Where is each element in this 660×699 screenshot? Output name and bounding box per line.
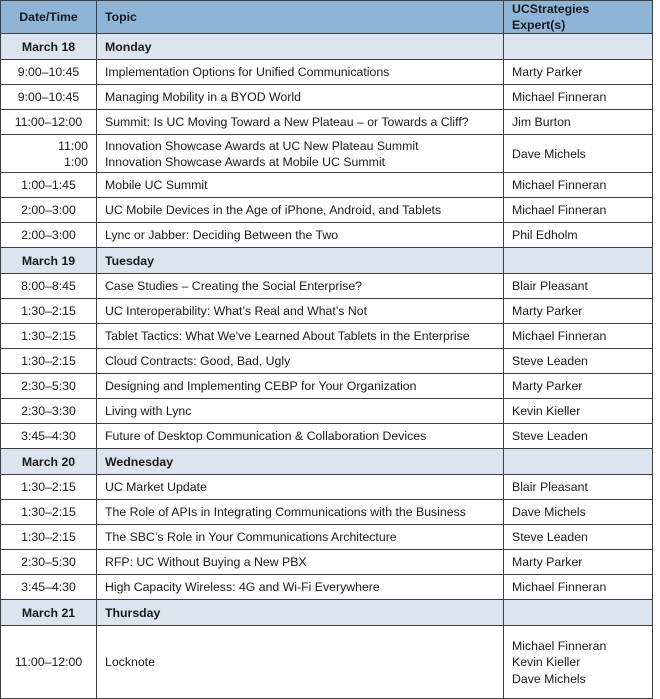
session-expert-cell: Michael Finneran <box>504 173 653 198</box>
session-time-cell: 1:30–2:15 <box>1 475 97 500</box>
day-expert-cell <box>504 34 653 60</box>
table-row <box>1 424 653 449</box>
table-row <box>1 274 653 299</box>
session-expert-cell: Steve Leaden <box>504 349 653 374</box>
session-time-cell: 2:30–5:30 <box>1 550 97 575</box>
table-row <box>1 324 653 349</box>
table-row <box>1 575 653 600</box>
day-date-cell: March 20 <box>1 449 97 475</box>
day-name-cell: Tuesday <box>97 248 504 274</box>
session-time-cell: 1:30–2:15 <box>1 324 97 349</box>
session-time-cell: 2:30–3:30 <box>1 399 97 424</box>
session-time-line: 11:00 <box>58 138 88 153</box>
day-expert-cell <box>504 449 653 475</box>
table-row <box>1 60 653 85</box>
session-time-cell: 1:30–2:15 <box>1 299 97 324</box>
session-topic-line: Innovation Showcase Awards at UC New Plateau Summit <box>105 138 419 153</box>
session-time-cell: 1:30–2:15 <box>1 500 97 525</box>
table-header <box>1 1 653 34</box>
session-expert-line: Michael Finneran <box>512 639 607 654</box>
session-expert-cell: Dave Michels <box>504 135 653 173</box>
session-topic-cell: Managing Mobility in a BYOD World <box>97 85 504 110</box>
table-row <box>1 500 653 525</box>
column-header-date-time: Date/Time <box>1 1 97 34</box>
session-topic-cell: Implementation Options for Unified Communications <box>97 60 504 85</box>
session-time-cell: 1:30–2:15 <box>1 349 97 374</box>
session-expert-cell: Marty Parker <box>504 299 653 324</box>
table-row <box>1 525 653 550</box>
header-row <box>1 1 653 34</box>
session-expert-cell: Blair Pleasant <box>504 274 653 299</box>
session-time-cell: 2:00–3:00 <box>1 223 97 248</box>
day-date-cell: March 19 <box>1 248 97 274</box>
day-separator-row <box>1 449 653 475</box>
session-time-cell: 1:00–1:45 <box>1 173 97 198</box>
session-topic-cell: UC Market Update <box>97 475 504 500</box>
table-row <box>1 550 653 575</box>
session-expert-cell: Michael Finneran <box>504 198 653 223</box>
session-topic-cell: RFP: UC Without Buying a New PBX <box>97 550 504 575</box>
day-expert-cell <box>504 600 653 626</box>
session-expert-cell: Michael Finneran <box>504 324 653 349</box>
session-time-cell <box>1 135 97 173</box>
session-time-cell: 9:00–10:45 <box>1 85 97 110</box>
session-time-cell: 9:00–10:45 <box>1 60 97 85</box>
session-topic-cell: Living with Lync <box>97 399 504 424</box>
session-expert-cell: Blair Pleasant <box>504 475 653 500</box>
day-separator-row <box>1 34 653 60</box>
session-expert-cell <box>504 626 653 699</box>
day-name-cell: Wednesday <box>97 449 504 475</box>
session-time-cell: 2:00–3:00 <box>1 198 97 223</box>
session-topic-cell: Locknote <box>97 626 504 699</box>
session-expert-cell: Michael Finneran <box>504 85 653 110</box>
session-expert-cell: Phil Edholm <box>504 223 653 248</box>
table-row <box>1 223 653 248</box>
table-row <box>1 626 653 699</box>
session-expert-cell: Kevin Kieller <box>504 399 653 424</box>
session-time-cell: 3:45–4:30 <box>1 575 97 600</box>
session-time-cell: 11:00–12:00 <box>1 626 97 699</box>
table-row <box>1 135 653 173</box>
day-date-cell: March 18 <box>1 34 97 60</box>
session-expert-cell: Marty Parker <box>504 374 653 399</box>
session-expert-cell: Dave Michels <box>504 500 653 525</box>
day-name-cell: Thursday <box>97 600 504 626</box>
table-row <box>1 198 653 223</box>
session-topic-cell: The Role of APIs in Integrating Communications with the Business <box>97 500 504 525</box>
session-expert-cell: Steve Leaden <box>504 424 653 449</box>
session-topic-cell: Future of Desktop Communication & Collaboration Devices <box>97 424 504 449</box>
session-topic-cell: High Capacity Wireless: 4G and Wi-Fi Everywhere <box>97 575 504 600</box>
day-separator-row <box>1 248 653 274</box>
session-topic-cell: Lync or Jabber: Deciding Between the Two <box>97 223 504 248</box>
day-name-cell: Monday <box>97 34 504 60</box>
session-expert-cell: Jim Burton <box>504 110 653 135</box>
session-topic-cell: UC Interoperability: What’s Real and What’s Not <box>97 299 504 324</box>
session-topic-cell: Summit: Is UC Moving Toward a New Plateau – or Towards a Cliff? <box>97 110 504 135</box>
table-row <box>1 85 653 110</box>
column-header-expert: UCStrategies Expert(s) <box>504 1 653 34</box>
session-time-cell: 8:00–8:45 <box>1 274 97 299</box>
session-topic-line: Innovation Showcase Awards at Mobile UC Summit <box>105 154 386 169</box>
table-row <box>1 299 653 324</box>
session-topic-cell: Designing and Implementing CEBP for Your Organization <box>97 374 504 399</box>
day-separator-row <box>1 600 653 626</box>
session-topic-cell: Mobile UC Summit <box>97 173 504 198</box>
session-time-cell: 11:00–12:00 <box>1 110 97 135</box>
session-time-line: 1:00 <box>64 154 88 169</box>
day-expert-cell <box>504 248 653 274</box>
table-row <box>1 374 653 399</box>
table-row <box>1 399 653 424</box>
session-expert-cell: Marty Parker <box>504 550 653 575</box>
session-expert-cell: Steve Leaden <box>504 525 653 550</box>
session-topic-cell: Cloud Contracts: Good, Bad, Ugly <box>97 349 504 374</box>
table-row <box>1 475 653 500</box>
session-time-cell: 1:30–2:15 <box>1 525 97 550</box>
session-topic-cell: Tablet Tactics: What We've Learned About Tablets in the Enterprise <box>97 324 504 349</box>
session-expert-line: Kevin Kieller <box>512 655 581 670</box>
session-expert-line: Dave Michels <box>512 671 586 686</box>
table-body <box>1 34 653 699</box>
session-time-cell: 3:45–4:30 <box>1 424 97 449</box>
table-row <box>1 110 653 135</box>
session-time-cell: 2:30–5:30 <box>1 374 97 399</box>
column-header-topic: Topic <box>97 1 504 34</box>
session-expert-cell: Michael Finneran <box>504 575 653 600</box>
session-topic-cell: UC Mobile Devices in the Age of iPhone, Android, and Tablets <box>97 198 504 223</box>
session-expert-cell: Marty Parker <box>504 60 653 85</box>
day-date-cell: March 21 <box>1 600 97 626</box>
table-row <box>1 173 653 198</box>
session-topic-cell: Case Studies – Creating the Social Enterprise? <box>97 274 504 299</box>
session-topic-cell <box>97 135 504 173</box>
session-topic-cell: The SBC’s Role in Your Communications Architecture <box>97 525 504 550</box>
table-row <box>1 349 653 374</box>
